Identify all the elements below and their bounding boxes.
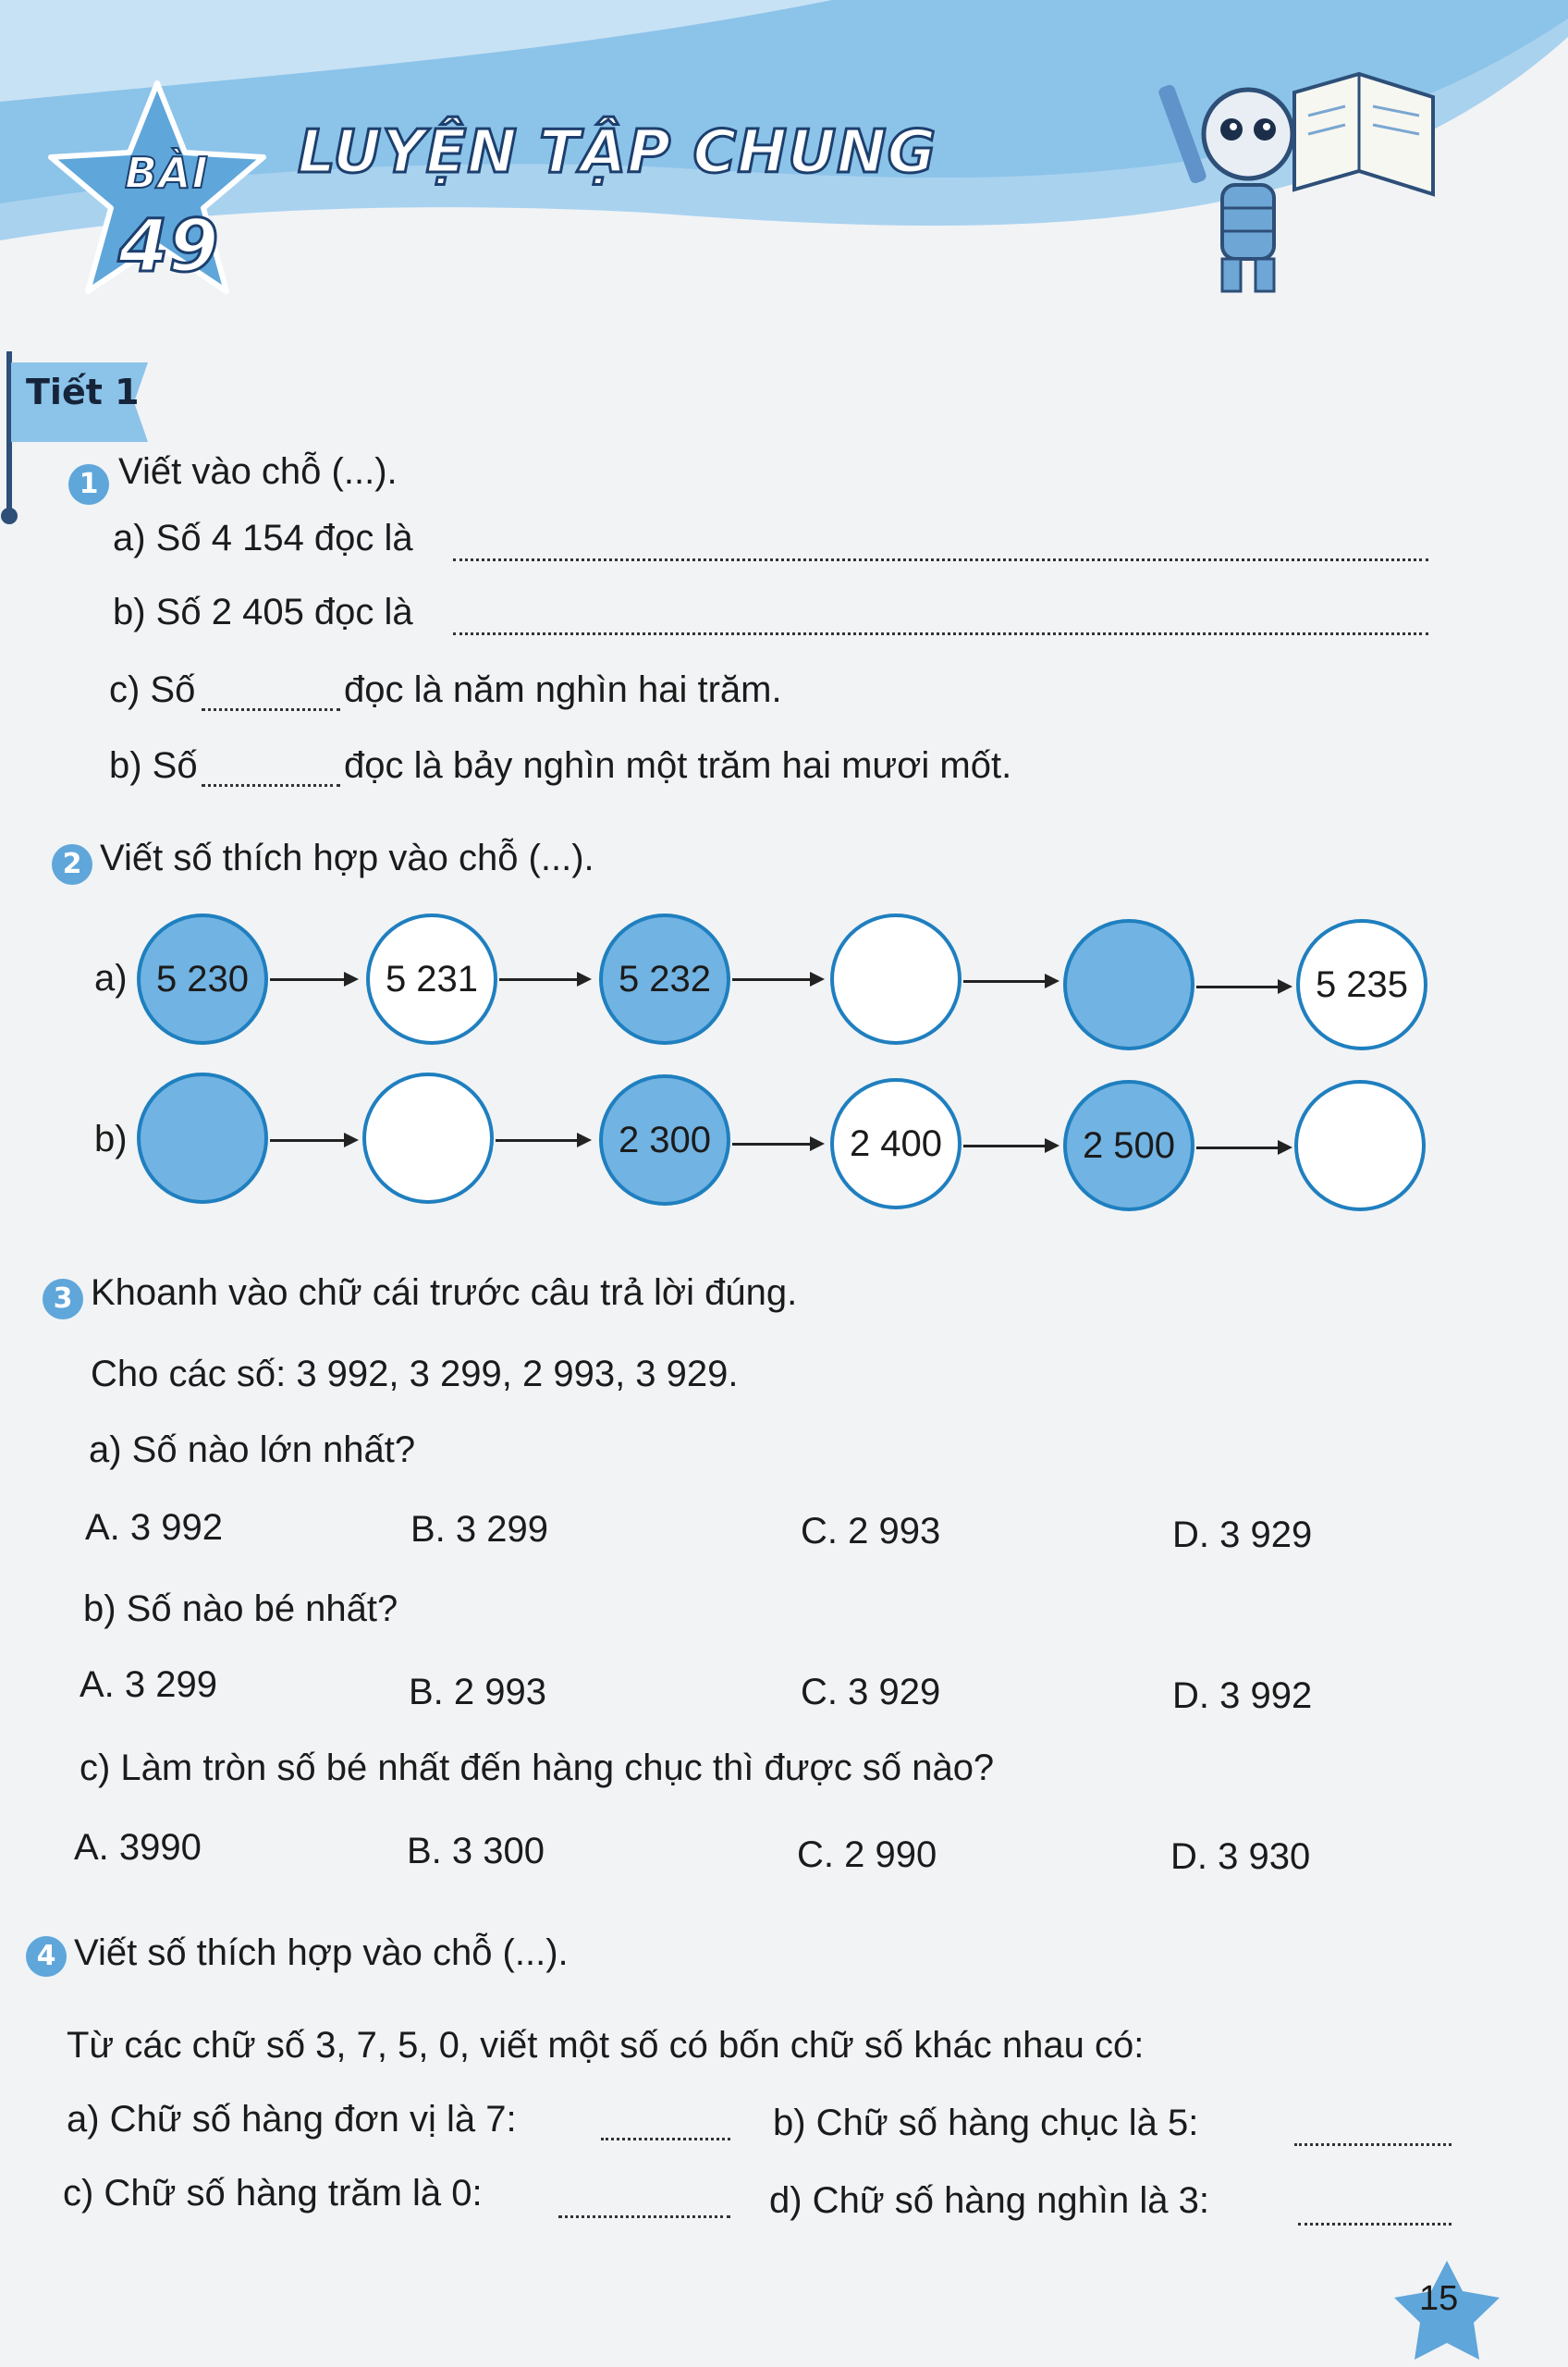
question-4-number: 4: [26, 1936, 67, 1977]
q2-b-circle-5: 2 500: [1063, 1080, 1194, 1211]
arrow-icon: [270, 1139, 355, 1142]
q2-row-a-label: a): [94, 958, 128, 999]
question-1-prompt: Viết vào chỗ (...).: [118, 451, 398, 492]
q3-a-option-a[interactable]: A. 3 992: [85, 1507, 224, 1548]
q2-b-circle-1[interactable]: [137, 1073, 268, 1204]
arrow-icon: [963, 980, 1056, 983]
arrow-icon: [499, 978, 588, 981]
q2-a-circle-5[interactable]: [1063, 919, 1194, 1050]
q2-b-circle-6[interactable]: [1294, 1080, 1426, 1211]
arrow-icon: [1196, 986, 1289, 988]
q3-c-option-d[interactable]: D. 3 930: [1170, 1836, 1311, 1877]
q1-c-answer-line[interactable]: [202, 708, 340, 711]
robot-mascot-icon: [1137, 55, 1442, 305]
q3-c-option-a[interactable]: A. 3990: [74, 1827, 202, 1868]
q3-c-option-c[interactable]: C. 2 990: [797, 1834, 937, 1875]
section-label: Tiết 1: [26, 372, 140, 412]
lesson-word: BÀI: [125, 148, 209, 198]
q1-b-text: b) Số 2 405 đọc là: [113, 592, 413, 632]
q4-a-answer-line[interactable]: [601, 2138, 730, 2140]
arrow-icon: [270, 978, 355, 981]
q2-a-circle-3: 5 232: [599, 914, 730, 1045]
q2-a-circle-4[interactable]: [830, 914, 962, 1045]
q4-d-answer-line[interactable]: [1298, 2223, 1452, 2226]
q4-d-text: d) Chữ số hàng nghìn là 3:: [769, 2180, 1209, 2221]
q4-b-text: b) Chữ số hàng chục là 5:: [773, 2103, 1199, 2143]
q3-a-option-c[interactable]: C. 2 993: [801, 1511, 941, 1551]
q2-row-b-label: b): [94, 1119, 128, 1159]
q2-b-circle-3: 2 300: [599, 1074, 730, 1206]
question-2-prompt: Viết số thích hợp vào chỗ (...).: [100, 838, 594, 878]
q3-b-option-d[interactable]: D. 3 992: [1172, 1675, 1313, 1716]
q3-c-question: c) Làm tròn số bé nhất đến hàng chục thì được số nào?: [80, 1748, 995, 1788]
arrow-icon: [1196, 1147, 1289, 1149]
q1-b-answer-line[interactable]: [453, 632, 1428, 635]
q4-a-text: a) Chữ số hàng đơn vị là 7:: [67, 2099, 517, 2140]
q3-a-option-d[interactable]: D. 3 929: [1172, 1515, 1313, 1555]
q3-b-option-a[interactable]: A. 3 299: [80, 1664, 218, 1705]
q4-c-answer-line[interactable]: [558, 2215, 730, 2218]
q3-b-question: b) Số nào bé nhất?: [83, 1588, 398, 1629]
q1-a-text: a) Số 4 154 đọc là: [113, 518, 413, 558]
q3-b-option-c[interactable]: C. 3 929: [801, 1672, 941, 1712]
q4-b-answer-line[interactable]: [1294, 2143, 1452, 2146]
arrow-icon: [496, 1139, 588, 1142]
q2-a-circle-1: 5 230: [137, 914, 268, 1045]
arrow-icon: [732, 978, 821, 981]
q2-a-circle-2: 5 231: [366, 914, 497, 1045]
q3-given-numbers: Cho các số: 3 992, 3 299, 2 993, 3 929.: [91, 1354, 739, 1394]
q1-d-suffix: đọc là bảy nghìn một trăm hai mươi mốt.: [344, 745, 1012, 786]
q1-d-answer-line[interactable]: [202, 784, 340, 787]
q3-a-question: a) Số nào lớn nhất?: [89, 1429, 416, 1470]
arrow-icon: [732, 1143, 821, 1146]
q4-c-text: c) Chữ số hàng trăm là 0:: [63, 2173, 483, 2214]
arrow-icon: [963, 1145, 1056, 1147]
q4-intro: Từ các chữ số 3, 7, 5, 0, viết một số có bốn chữ số khác nhau có:: [67, 2025, 1145, 2066]
question-3-prompt: Khoanh vào chữ cái trước câu trả lời đúng.: [91, 1272, 798, 1313]
question-1-number: 1: [68, 464, 109, 505]
q1-c-prefix: c) Số: [109, 669, 196, 710]
page-number: 15: [1419, 2279, 1459, 2318]
lesson-number: 49: [118, 205, 219, 288]
q3-c-option-b[interactable]: B. 3 300: [407, 1831, 545, 1871]
q3-b-option-b[interactable]: B. 2 993: [409, 1672, 547, 1712]
q1-a-answer-line[interactable]: [453, 558, 1428, 561]
q2-b-circle-4: 2 400: [830, 1078, 962, 1209]
question-3-number: 3: [43, 1279, 83, 1319]
question-4-prompt: Viết số thích hợp vào chỗ (...).: [74, 1932, 569, 1973]
q3-a-option-b[interactable]: B. 3 299: [410, 1509, 549, 1550]
q2-b-circle-2[interactable]: [362, 1073, 494, 1204]
question-2-number: 2: [52, 844, 92, 885]
q1-d-prefix: b) Số: [109, 745, 198, 786]
page-title: LUYỆN TẬP CHUNG: [298, 118, 937, 187]
q1-c-suffix: đọc là năm nghìn hai trăm.: [344, 669, 782, 710]
q2-a-circle-6: 5 235: [1296, 919, 1427, 1050]
